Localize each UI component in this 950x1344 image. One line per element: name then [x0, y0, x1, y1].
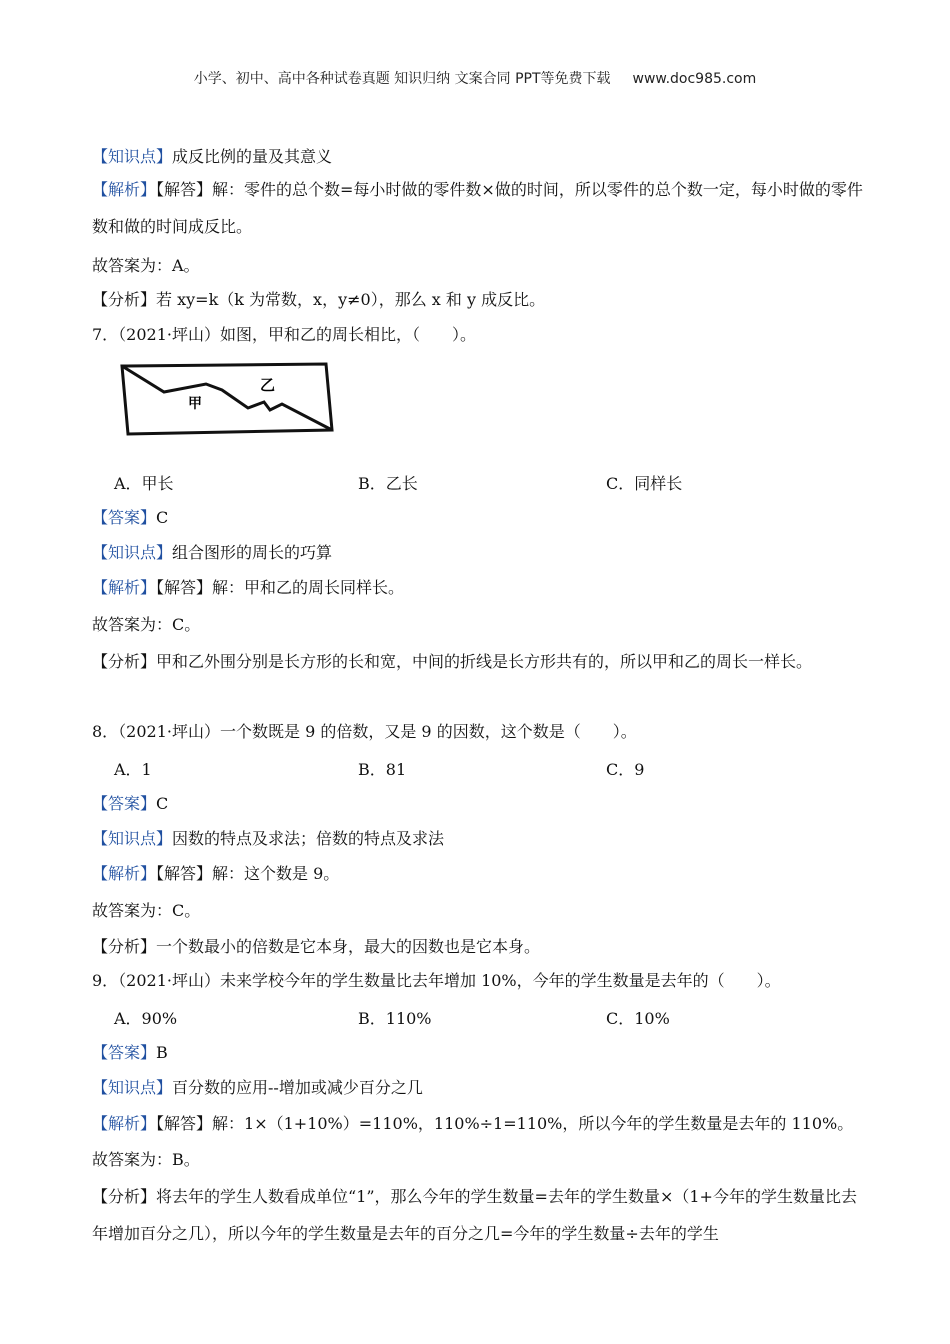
q7-stem: 7．（2021·坪山）如图，甲和乙的周长相比，（ ）。 — [92, 325, 476, 344]
q9-stem: 9．（2021·坪山）未来学校今年的学生数量比去年增加 10%，今年的学生数量是去年的（ ）。 — [92, 971, 781, 990]
q8-stem: 8．（2021·坪山）一个数既是 9 的倍数，又是 9 的因数，这个数是（ ）。 — [92, 722, 637, 741]
q6-analysis: 【解析】【解答】解：零件的总个数=每小时做的零件数×做的时间，所以零件的总个数一定，每小时做的零件数和做的时间成反比。 — [92, 180, 863, 236]
q6-knowledge: 【知识点】成反比例的量及其意义 — [92, 147, 333, 166]
q7-conclusion: 故答案为：C。 — [92, 615, 201, 634]
q9-conclusion: 故答案为：B。 — [92, 1150, 200, 1169]
q9-answer: 【答案】B — [92, 1043, 168, 1062]
q9-option-a: A．90% — [114, 1009, 178, 1028]
q7-option-c: C．同样长 — [606, 474, 683, 493]
header-text: 小学、初中、高中各种试卷真题 知识归纳 文案合同 PPT等免费下载 — [193, 71, 611, 87]
q9-option-b: B．110% — [358, 1009, 432, 1028]
q8-conclusion: 故答案为：C。 — [92, 901, 201, 920]
page-header — [0, 68, 950, 88]
rectangle-split-diagram — [118, 358, 338, 440]
q7-option-b: B．乙长 — [358, 474, 418, 493]
q9-knowledge: 【知识点】百分数的应用--增加或减少百分之几 — [92, 1078, 423, 1097]
q7-option-a: A．甲长 — [114, 474, 174, 493]
q8-option-c: C．9 — [606, 760, 645, 779]
figure-label-jia: 甲 — [188, 396, 202, 412]
q9-fenxi: 【分析】将去年的学生人数看成单位“1”，那么今年的学生数量=去年的学生数量×（1+今年的学生数量比去年增加百分之几），所以今年的学生数量是去年的百分之几=今年的学生数量÷去年的学生 — [92, 1187, 857, 1243]
q8-option-b: B．81 — [358, 760, 407, 779]
q7-answer: 【答案】C — [92, 508, 169, 527]
q7-knowledge: 【知识点】组合图形的周长的巧算 — [92, 543, 333, 562]
q7-figure — [118, 358, 338, 444]
figure-label-yi: 乙 — [260, 376, 276, 394]
q6-conclusion: 故答案为：A。 — [92, 256, 200, 275]
q9-analysis: 【解析】【解答】解：1×（1+10%）=110%，110%÷1=110%，所以今年的学生数量是去年的 110%。 — [92, 1114, 854, 1133]
q8-option-a: A．1 — [114, 760, 152, 779]
q7-fenxi: 【分析】甲和乙外围分别是长方形的长和宽，中间的折线是长方形共有的，所以甲和乙的周长一样长。 — [92, 652, 813, 671]
q7-analysis: 【解析】【解答】解：甲和乙的周长同样长。 — [92, 578, 405, 597]
q6-fenxi: 【分析】若 xy=k（k 为常数，x，y≠0），那么 x 和 y 成反比。 — [92, 290, 546, 309]
q8-analysis: 【解析】【解答】解：这个数是 9。 — [92, 864, 340, 883]
q9-option-c: C．10% — [606, 1009, 670, 1028]
q8-fenxi: 【分析】一个数最小的倍数是它本身，最大的因数也是它本身。 — [92, 937, 541, 956]
q8-knowledge: 【知识点】因数的特点及求法；倍数的特点及求法 — [92, 829, 445, 848]
q8-answer: 【答案】C — [92, 794, 169, 813]
header-url: www.doc985.com — [632, 71, 757, 87]
